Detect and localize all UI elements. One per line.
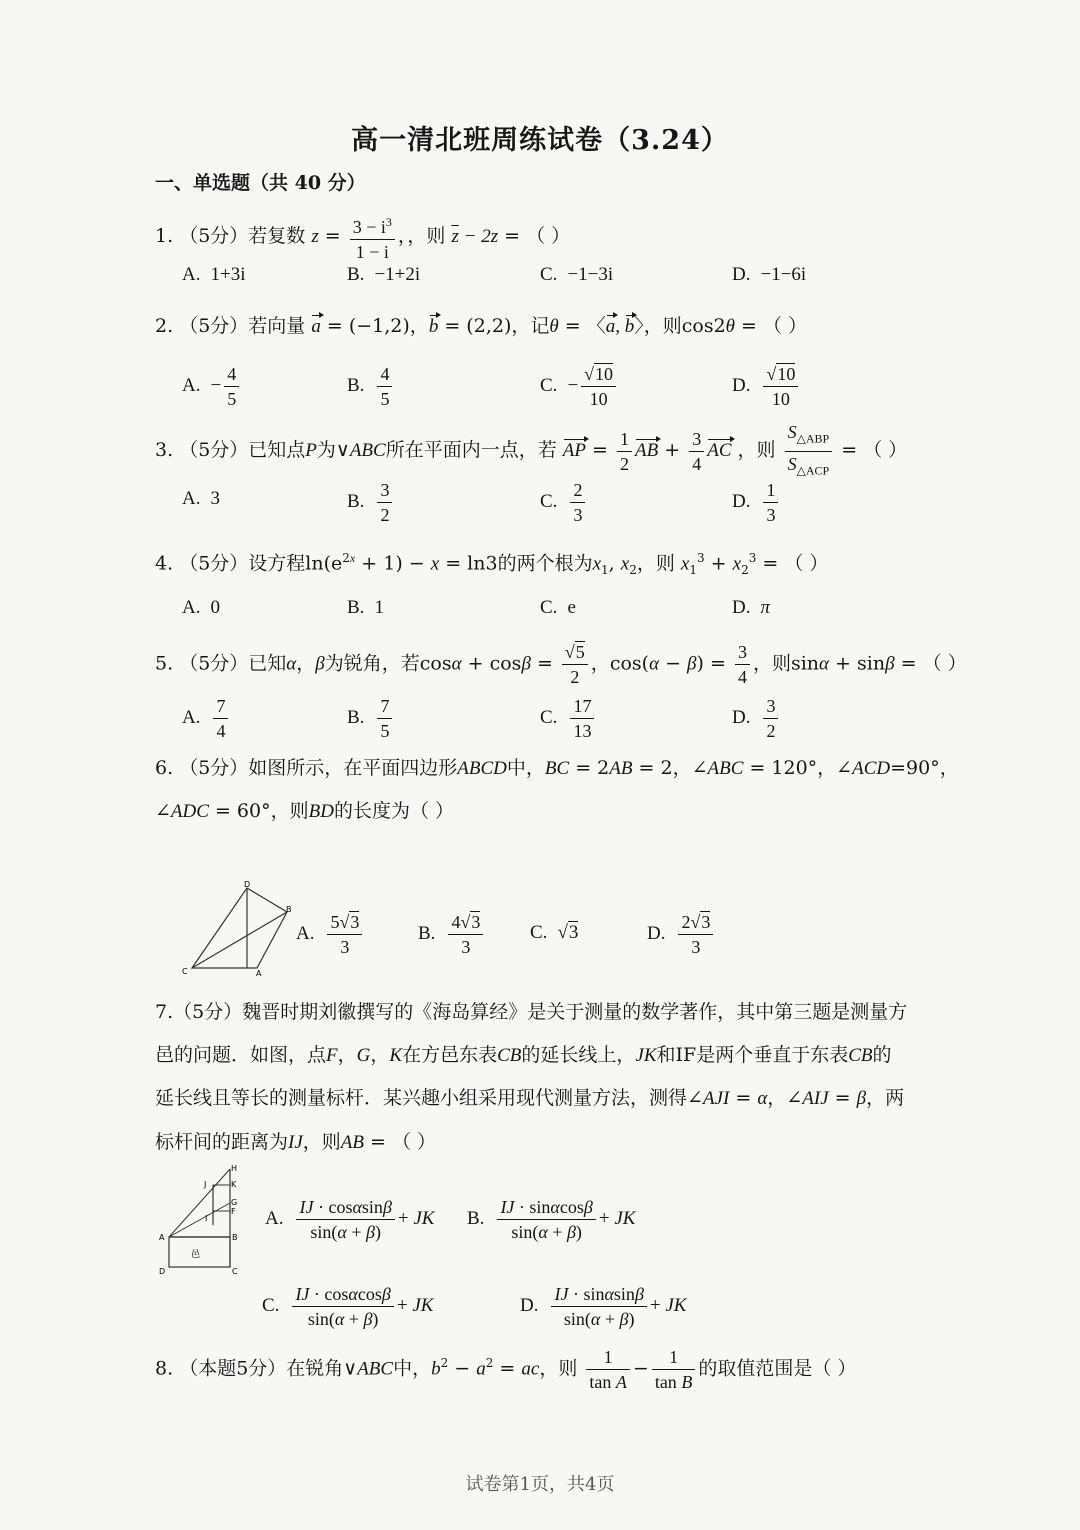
option-b[interactable]: B. $\frac{3}{2}$ (347, 478, 395, 527)
option-b[interactable]: B. $\frac{IJ \cdot \sin\alpha\cos\beta}{\sin(\alpha + \beta)}$ + JK (467, 1197, 636, 1242)
svg-text:G: G (231, 1198, 238, 1207)
question-6: 6. （5分）如图所示，在平面四边形ABCD中，BC = 2AB = 2，∠ABC = 120°，∠ACD=90°， (155, 757, 959, 779)
option-a[interactable]: A. $\frac{IJ \cdot \cos\alpha\sin\beta}{\sin(\alpha + \beta)}$ + JK (265, 1197, 435, 1242)
question-8: 8. （本题5分）在锐角∨ABC中，$b^2 - a^2$ = ac，则 $\frac{1}{\text{tan A}}$ − $\frac{1}{\text{tan B}}$ 的取值范围是（ ） (155, 1347, 857, 1392)
option-c[interactable]: C. √3 (530, 922, 579, 943)
svg-text:F: F (231, 1207, 236, 1216)
option-d[interactable]: D. $\frac{√10}{10}$ (732, 362, 801, 411)
page-title: 高一清北班周练试卷（3.24） (351, 125, 729, 156)
option-a[interactable]: A. 3 (182, 488, 220, 509)
svg-text:邑: 邑 (191, 1250, 201, 1260)
option-a[interactable]: A. $\frac{5√3}{3}$ (296, 910, 365, 959)
question-7: 7.（5分）魏晋时期刘徽撰写的《海岛算经》是关于测量的数学著作，其中第三题是测量方 (155, 1001, 908, 1023)
question-3: 3. （5分）已知点P为∨ABC所在平面内一点，若 AP = $\frac{1}{2}$ AB + $\frac{3}{4}$ AC ，则 $\frac{S_{\triangle ABP}}{S_{\triangle ACP}}$ = （ ） (155, 422, 908, 478)
question-1: 1. （5分）若复数 z = $\frac{3 - i^3}{1 - i}$ ，，则 $\overline{z} - 2z$ = （ ） (155, 210, 570, 264)
svg-text:C: C (232, 1267, 238, 1276)
option-b[interactable]: B. 1 (347, 597, 384, 618)
svg-text:D: D (244, 880, 251, 889)
section-heading: 一、单选题（共 40 分） (155, 172, 366, 194)
option-b[interactable]: B. $\frac{4}{5}$ (347, 362, 395, 411)
option-d[interactable]: D. −1−6i (732, 264, 807, 285)
question-5: 5. （5分）已知α，β为锐角，若cosα + cosβ = $\frac{√5}{2}$ ，cos(α − β) = $\frac{3}{4}$ ，则sinα + sinβ = （ ） (155, 642, 967, 687)
option-c[interactable]: C. − $\frac{√10}{10}$ (540, 362, 619, 411)
option-a[interactable]: A. 1+3i (182, 264, 246, 285)
svg-text:B: B (286, 905, 292, 914)
option-d[interactable]: D. $\frac{IJ \cdot \sin\alpha\sin\beta}{\sin(\alpha + \beta)}$ + JK (520, 1284, 687, 1329)
svg-text:C: C (182, 967, 188, 976)
svg-text:K: K (231, 1180, 237, 1189)
svg-text:D: D (159, 1267, 166, 1276)
option-d[interactable]: D. π (732, 597, 771, 618)
option-c[interactable]: C. $\frac{IJ \cdot \cos\alpha\cos\beta}{\sin(\alpha + \beta)}$ + JK (262, 1284, 434, 1329)
question-7-line-3: 延长线且等长的测量标杆．某兴趣小组采用现代测量方法，测得∠AJI = α，∠AIJ = β，两 (155, 1087, 905, 1109)
option-a[interactable]: A. − $\frac{4}{5}$ (182, 362, 242, 411)
page-footer: 试卷第1页，共4页 (465, 1474, 615, 1495)
option-d[interactable]: D. $\frac{3}{2}$ (732, 694, 781, 743)
svg-text:B: B (232, 1233, 238, 1242)
question-6-line-2: ∠ADC = 60°，则BD的长度为（ ） (155, 800, 454, 822)
option-c[interactable]: C. $\frac{2}{3}$ (540, 478, 588, 527)
svg-text:I: I (205, 1214, 208, 1223)
quadrilateral-figure (182, 880, 297, 980)
option-d[interactable]: D. $\frac{1}{3}$ (732, 478, 781, 527)
question-7-line-2: 邑的问题．如图，点F，G，K在方邑东表CB的延长线上，JK和IF是两个垂直于东表CB的 (155, 1044, 892, 1066)
question-4: 4. （5分）设方程$\ln(e^{2x} + 1) - x = \ln 3$的两个根为$x_1$, $x_2$，则 $x_1^3 + x_2^3$ = （ ） (155, 551, 829, 578)
option-c[interactable]: C. $\frac{17}{13}$ (540, 694, 597, 743)
svg-text:H: H (231, 1164, 238, 1173)
option-a[interactable]: A. $\frac{7}{4}$ (182, 694, 231, 743)
question-number: 1. (155, 225, 174, 247)
option-c[interactable]: C. e (540, 597, 576, 618)
option-b[interactable]: B. $\frac{4√3}{3}$ (418, 910, 486, 959)
option-a[interactable]: A. 0 (182, 597, 220, 618)
svg-text:A: A (159, 1233, 165, 1242)
option-b[interactable]: B. $\frac{7}{5}$ (347, 694, 395, 743)
option-b[interactable]: B. −1+2i (347, 264, 421, 285)
question-2: 2. （5分）若向量 a = (−1,2)，b = (2,2)，记θ = 〈a, b〉，则cos2θ = （ ） (155, 312, 807, 341)
option-d[interactable]: D. $\frac{2√3}{3}$ (647, 910, 716, 959)
svg-text:J: J (204, 1180, 207, 1189)
question-7-line-4: 标杆间的距离为IJ，则AB = （ ） (155, 1131, 437, 1153)
svg-text:A: A (256, 969, 262, 978)
option-c[interactable]: C. −1−3i (540, 264, 614, 285)
island-survey-figure (155, 1163, 245, 1278)
